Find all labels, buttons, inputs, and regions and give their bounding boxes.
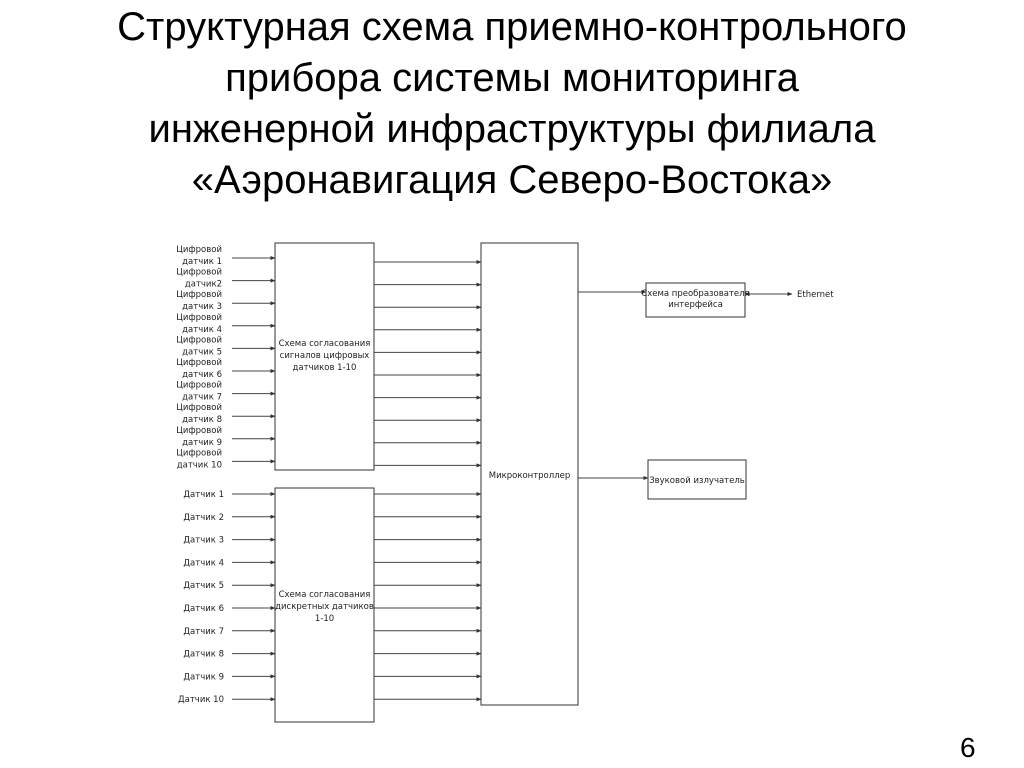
discrete-sensor-label: Датчик 3 (183, 535, 224, 546)
digital-sensor-label: Цифровой (176, 290, 222, 301)
digital-sensor-label: Цифровой (176, 425, 222, 436)
discrete-sensor-label: Датчик 4 (183, 558, 224, 569)
digital-block-label: Схема согласования (278, 339, 371, 349)
slide-number: 6 (960, 732, 976, 763)
ethernet-label: Ethernet (797, 290, 834, 300)
digital-sensor-label: Цифровой (176, 312, 222, 323)
buzzer-label: Звуковой излучатель (649, 476, 745, 486)
discrete-sensor-label: Датчик 7 (183, 626, 224, 637)
discrete-sensor-label: Датчик 5 (183, 581, 224, 592)
title-line-3: инженерной инфраструктуры филиала (148, 107, 876, 151)
discrete-sensor-label: Датчик 6 (183, 604, 224, 614)
microcontroller-label: Микроконтроллер (488, 471, 571, 481)
title-line-4: «Аэронавигация Северо-Востока» (191, 158, 833, 202)
discrete-block-label: 1-10 (314, 614, 335, 624)
discrete-block-label: дискретных датчиков (275, 602, 374, 612)
digital-sensor-label: Цифровой (176, 245, 222, 255)
digital-sensor-label: Цифровой (176, 403, 222, 414)
digital-sensor-label: Цифровой (176, 358, 222, 368)
digital-sensor-label: датчик 4 (182, 324, 222, 335)
digital-sensor-label: датчик 3 (182, 302, 222, 313)
digital-sensor-label: датчик 5 (182, 347, 222, 358)
digital-sensor-label: Цифровой (176, 335, 222, 346)
discrete-block-label: Схема согласования (278, 590, 371, 600)
digital-sensor-label: датчик 9 (182, 437, 222, 448)
digital-sensor-label: датчик 6 (182, 370, 222, 380)
discrete-sensor-label: Датчик 9 (183, 672, 224, 683)
converter-label: Схема преобразователя (641, 289, 750, 299)
converter-label: интерфейса (668, 300, 723, 310)
digital-sensor-label: Цифровой (176, 448, 222, 459)
digital-sensor-label: датчик2 (184, 279, 222, 290)
digital-sensor-label: датчик 7 (182, 392, 222, 403)
discrete-sensor-label: Датчик 2 (183, 512, 224, 523)
discrete-sensor-label: Датчик 10 (178, 695, 224, 706)
discrete-sensor-label: Датчик 1 (183, 490, 224, 500)
title-line-1: Структурная схема приемно-контрольного (117, 5, 907, 49)
discrete-sensor-label: Датчик 8 (183, 649, 224, 660)
digital-sensor-label: Цифровой (176, 380, 222, 391)
digital-sensor-label: датчик 1 (182, 257, 222, 267)
title-line-2: прибора системы мониторинга (225, 56, 799, 100)
digital-sensor-label: датчик 8 (182, 415, 222, 426)
digital-sensor-label: датчик 10 (176, 460, 222, 471)
digital-block-label: датчиков 1-10 (292, 363, 357, 373)
digital-sensor-label: Цифровой (176, 267, 222, 278)
digital-block-label: сигналов цифровых (279, 351, 370, 361)
